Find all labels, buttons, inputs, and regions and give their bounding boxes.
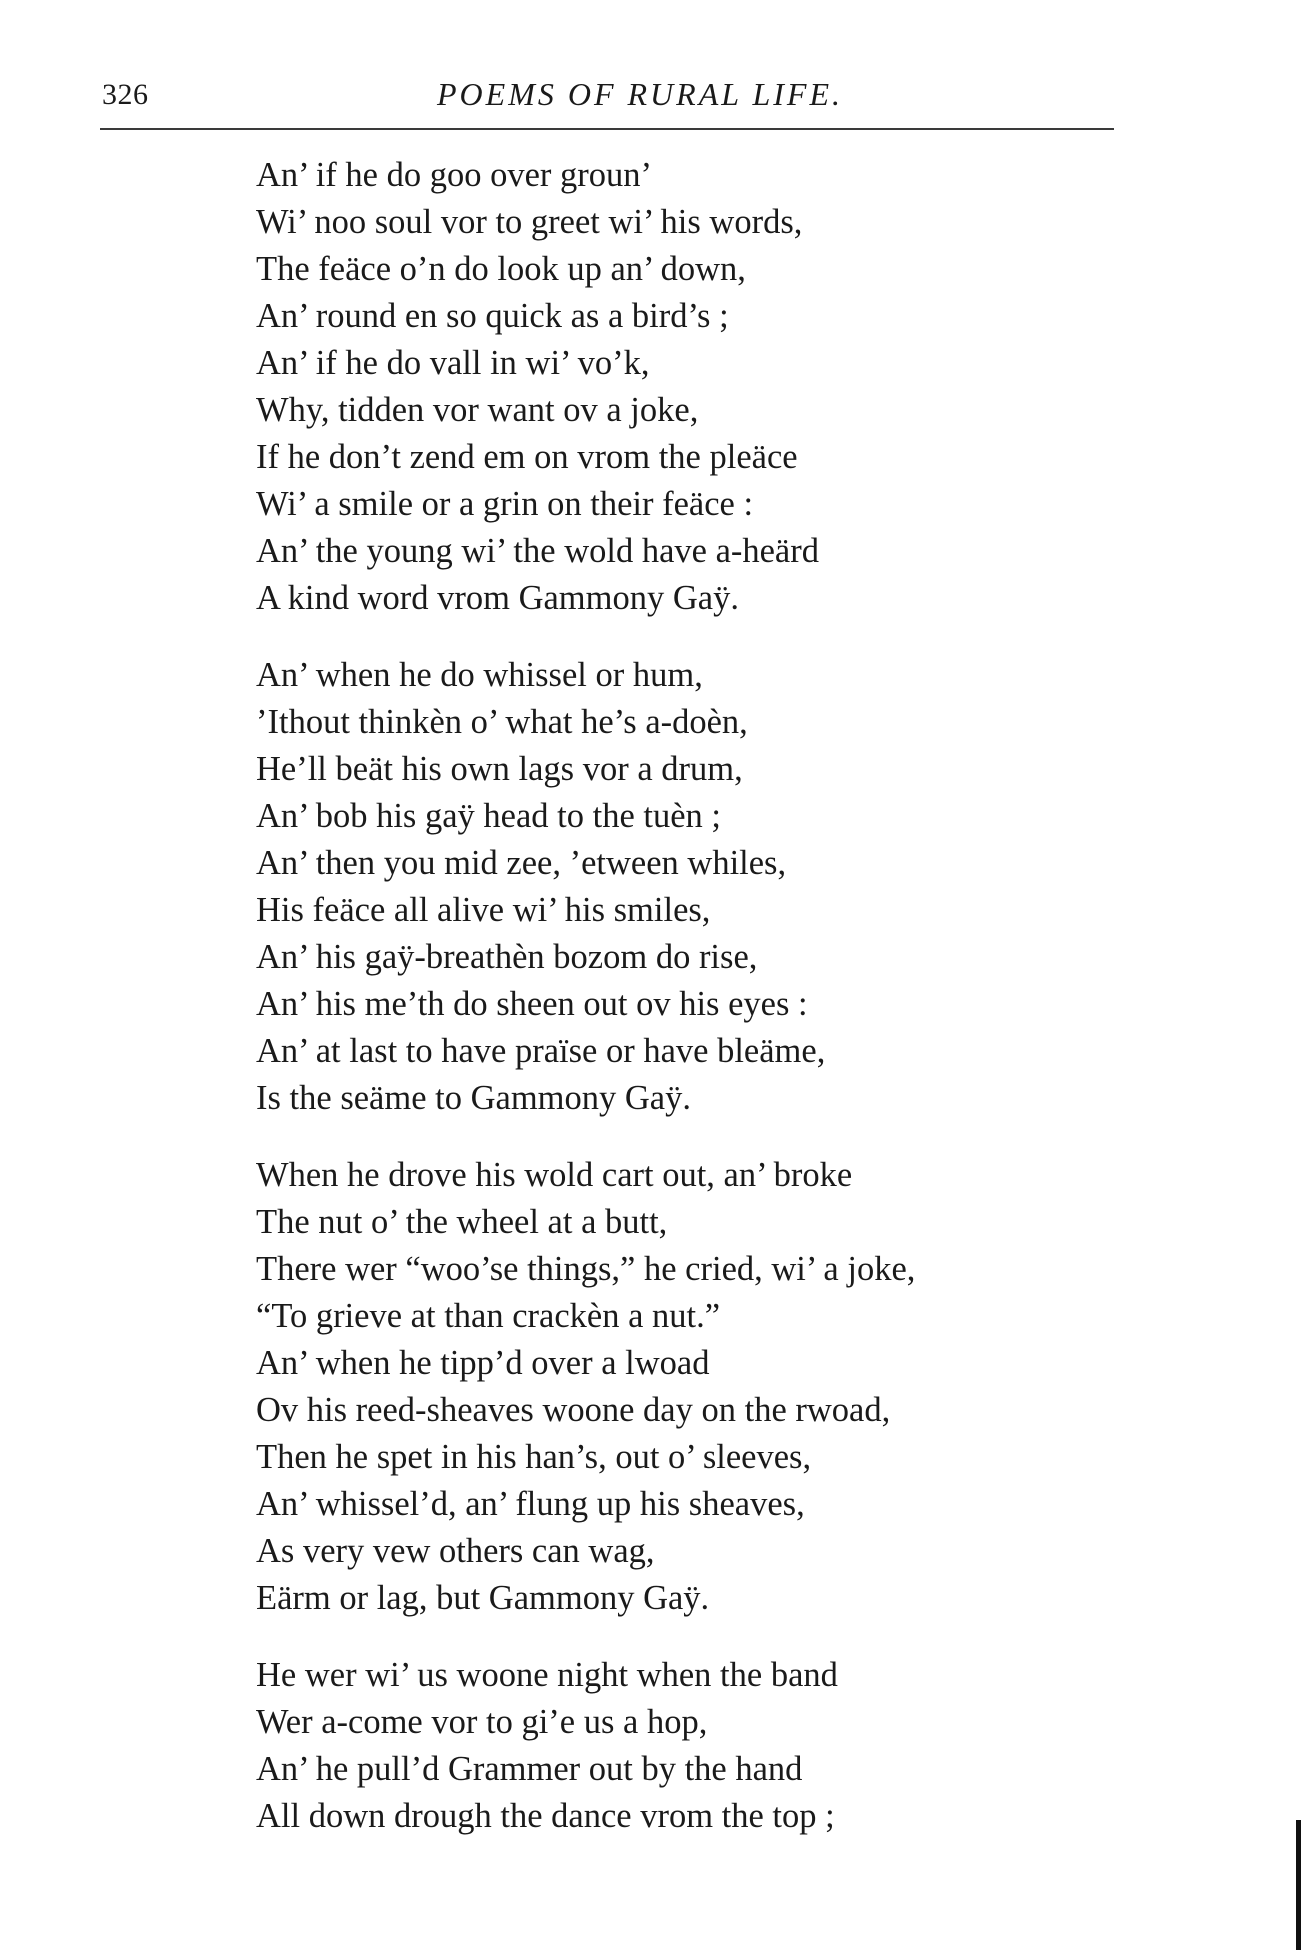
poem-line: The feäce o’n do look up an’ down, bbox=[256, 250, 746, 288]
poem-line: An’ if he do vall in wi’ vo’k, bbox=[256, 344, 650, 382]
poem-line: He’ll beät his own lags vor a drum, bbox=[256, 750, 743, 788]
stanza-1 bbox=[256, 152, 1156, 622]
running-title: POEMS OF RURAL LIFE. bbox=[436, 76, 844, 112]
poem-line: A kind word vrom Gammony Gaÿ. bbox=[256, 579, 739, 617]
poem-line: As very vew others can wag, bbox=[256, 1532, 655, 1570]
header-rule bbox=[100, 128, 1114, 130]
poem-line: Wi’ noo soul vor to greet wi’ his words, bbox=[256, 203, 803, 241]
page-number: 326 bbox=[102, 78, 149, 111]
stanza-4 bbox=[256, 1652, 1156, 1840]
poem-line: An’ if he do goo over groun’ bbox=[256, 156, 653, 194]
poem-line: An’ when he do whissel or hum, bbox=[256, 656, 703, 694]
poem-line: His feäce all alive wi’ his smiles, bbox=[256, 891, 711, 929]
poem-body bbox=[256, 152, 1156, 1870]
poem-line: All down drough the dance vrom the top ; bbox=[256, 1797, 835, 1835]
poem-line: Why, tidden vor want ov a joke, bbox=[256, 391, 699, 429]
page-edge-mark bbox=[1296, 1820, 1301, 1950]
poem-line: An’ then you mid zee, ’etween whiles, bbox=[256, 844, 787, 882]
stanza-3 bbox=[256, 1152, 1156, 1622]
poem-line: An’ his me’th do sheen out ov his eyes : bbox=[256, 985, 808, 1023]
poem-line: If he don’t zend em on vrom the pleäce bbox=[256, 438, 798, 476]
stanza-2 bbox=[256, 652, 1156, 1122]
poem-line: An’ the young wi’ the wold have a-heärd bbox=[256, 532, 819, 570]
poem-line: Wi’ a smile or a grin on their feäce : bbox=[256, 485, 754, 523]
poem-line: He wer wi’ us woone night when the band bbox=[256, 1656, 838, 1694]
poem-line: An’ whissel’d, an’ flung up his sheaves, bbox=[256, 1485, 805, 1523]
poem-line: An’ at last to have praïse or have bleäme, bbox=[256, 1032, 826, 1070]
poem-line: The nut o’ the wheel at a butt, bbox=[256, 1203, 668, 1241]
poem-line: When he drove his wold cart out, an’ broke bbox=[256, 1156, 853, 1194]
poem-line: Is the seäme to Gammony Gaÿ. bbox=[256, 1079, 691, 1117]
poem-line: Eärm or lag, but Gammony Gaÿ. bbox=[256, 1579, 710, 1617]
poem-line: Then he spet in his han’s, out o’ sleeves, bbox=[256, 1438, 812, 1476]
poem-line: An’ when he tipp’d over a lwoad bbox=[256, 1344, 710, 1382]
poem-line: An’ bob his gaÿ head to the tuèn ; bbox=[256, 797, 722, 835]
poem-line: Wer a-come vor to gi’e us a hop, bbox=[256, 1703, 708, 1741]
poem-line: “To grieve at than crackèn a nut.” bbox=[256, 1297, 721, 1335]
poem-line: There wer “woo’se things,” he cried, wi’ a joke, bbox=[256, 1250, 916, 1288]
poem-line: An’ his gaÿ-breathèn bozom do rise, bbox=[256, 938, 758, 976]
poem-line: Ov his reed-sheaves woone day on the rwoad, bbox=[256, 1391, 891, 1429]
poem-line: An’ he pull’d Grammer out by the hand bbox=[256, 1750, 803, 1788]
poem-line: ’Ithout thinkèn o’ what he’s a-doèn, bbox=[256, 703, 748, 741]
poem-line: An’ round en so quick as a bird’s ; bbox=[256, 297, 729, 335]
